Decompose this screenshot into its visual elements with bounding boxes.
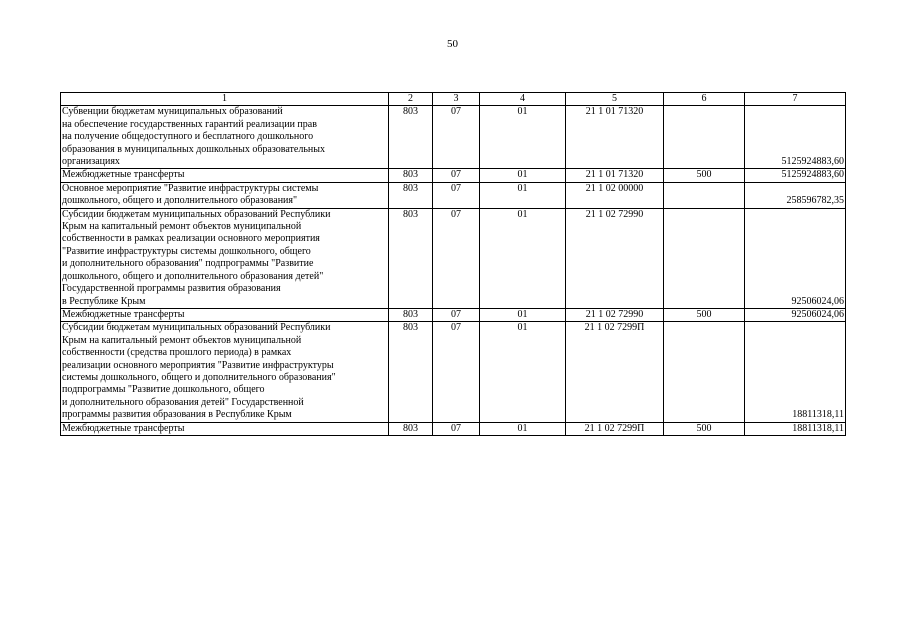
target-article-cell: 21 1 02 72990 [566, 208, 664, 308]
amount-cell: 5125924883,60 [745, 169, 846, 182]
expense-type-cell [664, 208, 745, 308]
table-row [61, 208, 846, 308]
row-name-cell [61, 182, 389, 208]
expense-type-cell: 500 [664, 422, 745, 435]
subsection-code-cell: 01 [480, 208, 566, 308]
ministry-code-cell: 803 [389, 208, 433, 308]
row-name-line: организациях [62, 156, 120, 168]
subsection-code-cell: 01 [480, 106, 566, 169]
ministry-code-cell: 803 [389, 106, 433, 169]
expense-type-cell [664, 182, 745, 208]
row-name-line: и дополнительного образования детей" Государственной [62, 396, 304, 408]
table-row [61, 169, 846, 182]
row-name-line: собственности в рамках реализации основного мероприятия [62, 233, 320, 245]
amount-cell: 258596782,35 [745, 182, 846, 208]
section-code-cell: 07 [433, 208, 480, 308]
ministry-code-cell: 803 [389, 169, 433, 182]
row-name-cell [61, 169, 389, 182]
table-row [61, 422, 846, 435]
target-article-cell: 21 1 02 72990 [566, 308, 664, 321]
row-name-line: дошкольного, общего и дополнительного образования" [62, 195, 298, 207]
header-cell: 4 [480, 93, 566, 106]
budget-table [60, 92, 846, 436]
subsection-code-cell: 01 [480, 182, 566, 208]
table-row [61, 182, 846, 208]
row-name-line: Государственной программы развития образования [62, 283, 281, 295]
header-cell: 7 [745, 93, 846, 106]
row-name-line: Крым на капитальный ремонт объектов муниципальной [62, 334, 302, 346]
row-name-line: Основное мероприятие "Развитие инфраструктуры системы [62, 182, 319, 194]
row-name-line: образования в муниципальных дошкольных образовательных [62, 143, 325, 155]
table-header-row [61, 93, 846, 106]
header-cell: 2 [389, 93, 433, 106]
section-code-cell: 07 [433, 322, 480, 422]
target-article-cell: 21 1 01 71320 [566, 169, 664, 182]
row-name-line: системы дошкольного, общего и дополнительного образования" [62, 371, 336, 383]
subsection-code-cell: 01 [480, 169, 566, 182]
row-name-cell [61, 308, 389, 321]
ministry-code-cell: 803 [389, 322, 433, 422]
amount-cell: 5125924883,60 [745, 106, 846, 169]
row-name-line: в Республике Крым [62, 295, 146, 307]
section-code-cell: 07 [433, 308, 480, 321]
section-code-cell: 07 [433, 422, 480, 435]
row-name-line: Крым на капитальный ремонт объектов муниципальной [62, 221, 302, 233]
header-cell: 3 [433, 93, 480, 106]
row-name-line: на обеспечение государственных гарантий реализации прав [62, 118, 317, 130]
target-article-cell: 21 1 02 7299П [566, 422, 664, 435]
expense-type-cell [664, 106, 745, 169]
table-row [61, 322, 846, 422]
row-name-line: собственности (средства прошлого периода) в рамках [62, 347, 292, 359]
amount-cell: 92506024,06 [745, 308, 846, 321]
section-code-cell: 07 [433, 182, 480, 208]
table-row [61, 308, 846, 321]
subsection-code-cell: 01 [480, 422, 566, 435]
row-name-line: Межбюджетные трансферты [62, 169, 185, 181]
table-row [61, 106, 846, 169]
row-name-line: Субсидии бюджетам муниципальных образований Республики [62, 208, 331, 220]
row-name-line: Межбюджетные трансферты [62, 422, 185, 434]
row-name-line: Субсидии бюджетам муниципальных образований Республики [62, 322, 331, 334]
row-name-line: программы развития образования в Республике Крым [62, 409, 292, 421]
row-name-line: дошкольного, общего и дополнительного образования детей" [62, 270, 324, 282]
target-article-cell: 21 1 02 7299П [566, 322, 664, 422]
row-name-line: Субвенции бюджетам муниципальных образований [62, 106, 283, 118]
header-cell: 5 [566, 93, 664, 106]
ministry-code-cell: 803 [389, 182, 433, 208]
target-article-cell: 21 1 01 71320 [566, 106, 664, 169]
row-name-cell [61, 208, 389, 308]
amount-cell: 18811318,11 [745, 422, 846, 435]
section-code-cell: 07 [433, 169, 480, 182]
amount-cell: 92506024,06 [745, 208, 846, 308]
subsection-code-cell: 01 [480, 308, 566, 321]
row-name-line: подпрограммы "Развитие дошкольного, общего [62, 384, 265, 396]
row-name-cell [61, 322, 389, 422]
expense-type-cell: 500 [664, 308, 745, 321]
row-name-line: Межбюджетные трансферты [62, 308, 185, 320]
row-name-line: и дополнительного образования" подпрограммы "Развитие [62, 258, 314, 270]
row-name-cell [61, 106, 389, 169]
section-code-cell: 07 [433, 106, 480, 169]
row-name-line: на получение общедоступного и бесплатного дошкольного [62, 131, 314, 143]
ministry-code-cell: 803 [389, 422, 433, 435]
row-name-line: "Развитие инфраструктуры системы дошкольного, общего [62, 245, 311, 257]
expense-type-cell [664, 322, 745, 422]
target-article-cell: 21 1 02 00000 [566, 182, 664, 208]
amount-cell: 18811318,11 [745, 322, 846, 422]
ministry-code-cell: 803 [389, 308, 433, 321]
header-cell: 1 [61, 93, 389, 106]
page-number: 50 [447, 38, 458, 50]
row-name-cell [61, 422, 389, 435]
row-name-line: реализации основного мероприятия "Развитие инфраструктуры [62, 359, 334, 371]
subsection-code-cell: 01 [480, 322, 566, 422]
expense-type-cell: 500 [664, 169, 745, 182]
header-cell: 6 [664, 93, 745, 106]
